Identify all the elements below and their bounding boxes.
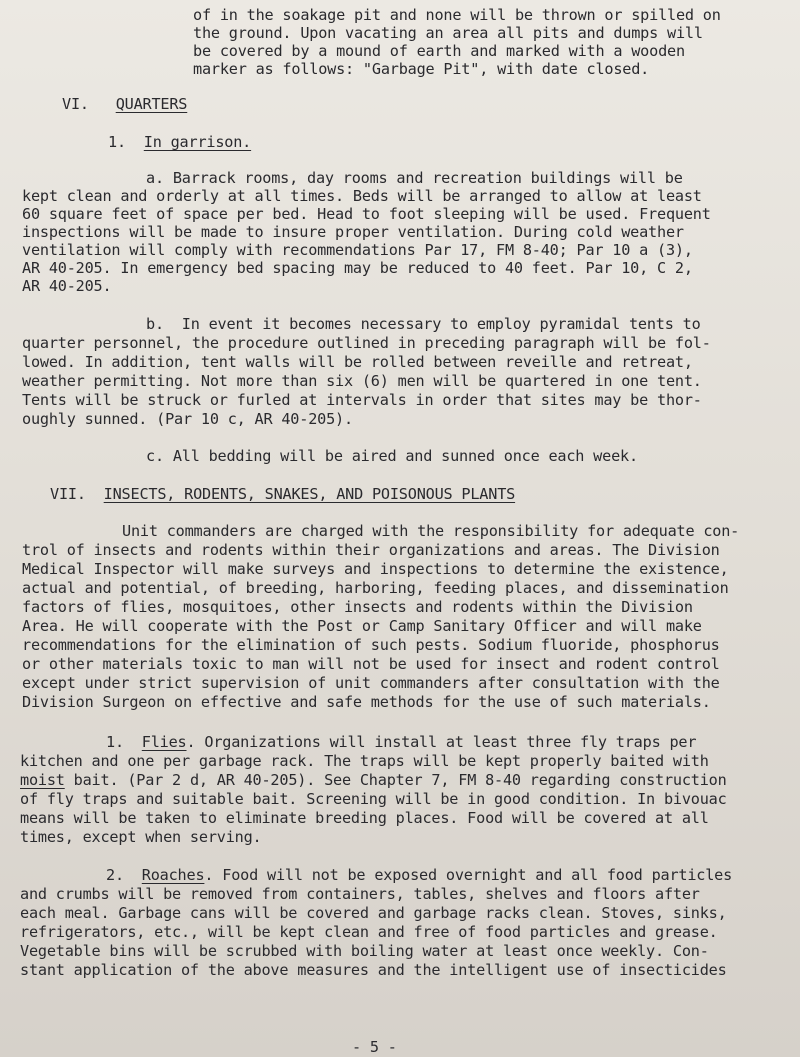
paragraph-c: c. All bedding will be aired and sunned once each week. — [146, 447, 638, 465]
section-heading-insects — [50, 485, 515, 504]
item-text: . Food will not be exposed overnight and all food particles — [204, 866, 733, 884]
text-line: Medical Inspector will make surveys and inspections to determine the existence, — [22, 560, 729, 578]
roaches-paragraph-first-line — [106, 866, 732, 885]
text-line: AR 40-205. In emergency bed spacing may be reduced to 40 feet. Par 10, C 2, — [22, 259, 693, 277]
paragraph-text: In event it becomes necessary to employ pyramidal tents to — [181, 315, 701, 333]
text-line: quarter personnel, the procedure outlined in preceding paragraph will be fol- — [22, 334, 711, 352]
text-line: the ground. Upon vacating an area all pits and dumps will — [193, 24, 703, 42]
text-line: means will be taken to eliminate breeding places. Food will be covered at all — [20, 809, 709, 827]
paragraph-label: a. — [146, 169, 164, 187]
text-line: of in the soakage pit and none will be thrown or spilled on — [193, 6, 721, 24]
section-number: VI. — [62, 95, 89, 113]
item-title: Flies — [141, 733, 187, 751]
item-number: 1. — [106, 733, 124, 751]
text-line: trol of insects and rodents within their organizations and areas. The Division — [22, 541, 720, 559]
subsection-heading-in-garrison — [108, 133, 251, 152]
text-line: ventilation will comply with recommendations Par 17, FM 8-40; Par 10 a (3), — [22, 241, 693, 259]
text-line: and crumbs will be removed from containers, tables, shelves and floors after — [20, 885, 700, 903]
paragraph-b-first-line — [146, 315, 701, 334]
text-line: oughly sunned. (Par 10 c, AR 40-205). — [22, 410, 353, 428]
section-title: INSECTS, RODENTS, SNAKES, AND POISONOUS PLANTS — [103, 485, 516, 503]
text-line: lowed. In addition, tent walls will be rolled between reveille and retreat, — [22, 353, 693, 371]
text-line: actual and potential, of breeding, harboring, feeding places, and dissemination — [22, 579, 729, 597]
text-line: recommendations for the elimination of such pests. Sodium fluoride, phosphorus — [22, 636, 720, 654]
item-text: . Organizations will install at least three fly traps per — [186, 733, 697, 751]
paragraph-text: Barrack rooms, day rooms and recreation buildings will be — [172, 169, 683, 187]
text-line: Area. He will cooperate with the Post or Camp Sanitary Officer and will make — [22, 617, 702, 635]
paragraph-a-first-line — [146, 169, 683, 188]
flies-paragraph-first-line — [106, 733, 696, 752]
section-number: VII. — [50, 485, 86, 503]
text-line: Unit commanders are charged with the responsibility for adequate con- — [122, 522, 740, 540]
paragraph-label: b. — [146, 315, 164, 333]
text-line: stant application of the above measures and the intelligent use of insecticides — [20, 961, 727, 979]
text-line: except under strict supervision of unit commanders after consultation with the — [22, 674, 720, 692]
text-line: Vegetable bins will be scrubbed with boiling water at least once weekly. Con- — [20, 942, 709, 960]
text-line: or other materials toxic to man will not be used for insect and rodent control — [22, 655, 720, 673]
text-line: each meal. Garbage cans will be covered and garbage racks clean. Stoves, sinks, — [20, 904, 727, 922]
text-line: kitchen and one per garbage rack. The traps will be kept properly baited with — [20, 752, 709, 770]
text-line: marker as follows: "Garbage Pit", with date closed. — [193, 60, 650, 78]
section-heading-quarters — [62, 95, 187, 114]
item-title: Roaches — [141, 866, 205, 884]
section-title: QUARTERS — [115, 95, 188, 113]
text-line: inspections will be made to insure proper ventilation. During cold weather — [22, 223, 684, 241]
text-line: refrigerators, etc., will be kept clean and free of food particles and grease. — [20, 923, 718, 941]
text-line: Division Surgeon on effective and safe methods for the use of such materials. — [22, 693, 711, 711]
item-number: 2. — [106, 866, 124, 884]
text-line: kept clean and orderly at all times. Beds will be arranged to allow at least — [22, 187, 702, 205]
text-line: times, except when serving. — [20, 828, 262, 846]
text-line: weather permitting. Not more than six (6) men will be quartered in one tent. — [22, 372, 702, 390]
emphasized-word: moist — [20, 771, 65, 789]
text-line: AR 40-205. — [22, 277, 112, 295]
subsection-number: 1. — [108, 133, 126, 151]
text-line: Tents will be struck or furled at intervals in order that sites may be thor- — [22, 391, 702, 409]
page-number: - 5 - — [352, 1038, 397, 1056]
text-line: bait. (Par 2 d, AR 40-205). See Chapter 7, FM 8-40 regarding construction — [73, 771, 727, 789]
text-line: 60 square feet of space per bed. Head to foot sleeping will be used. Frequent — [22, 205, 711, 223]
text-line: of fly traps and suitable bait. Screening will be in good condition. In bivouac — [20, 790, 727, 808]
subsection-title: In garrison. — [143, 133, 252, 151]
text-line: be covered by a mound of earth and marked with a wooden — [193, 42, 685, 60]
text-line: factors of flies, mosquitoes, other insects and rodents within the Division — [22, 598, 693, 616]
text-line-with-underline — [20, 771, 727, 790]
